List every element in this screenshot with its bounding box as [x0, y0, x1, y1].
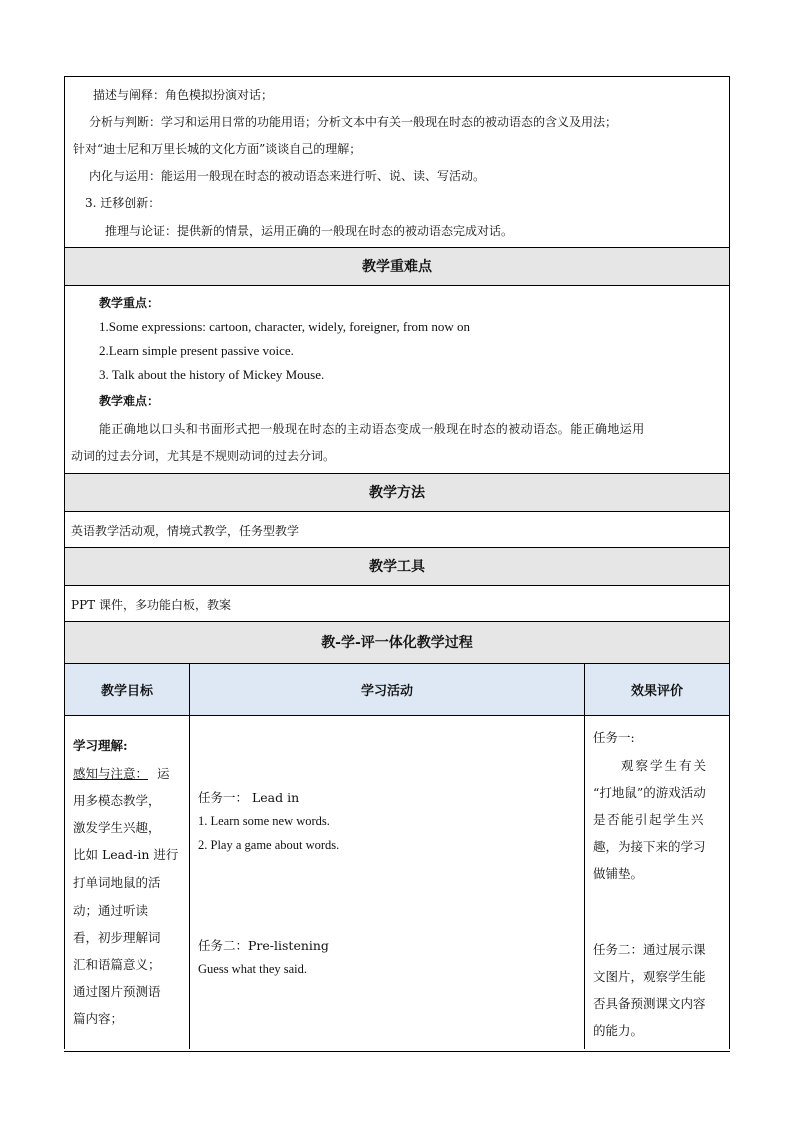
- tools-header: 教学工具: [65, 548, 729, 586]
- eval-line: 否具备预测课文内容: [593, 996, 706, 1011]
- column-activities: 学习活动: [190, 664, 585, 715]
- task1-item: 2. Play a game about words.: [198, 838, 340, 852]
- goals-cell: [65, 716, 190, 1049]
- tools-content: [65, 586, 729, 622]
- goals-line: 用多模态教学，: [73, 793, 161, 808]
- key-points-header: 教学重难点: [65, 248, 729, 286]
- eval-line: 任务二：通过展示课: [593, 942, 706, 957]
- goals-line: 动；通过听读: [73, 903, 149, 918]
- tools-text: PPT 课件，多功能白板，教案: [71, 598, 231, 612]
- eval-line: 观察学生有关: [621, 758, 709, 773]
- task1-title: 任务一： Lead in: [198, 790, 300, 805]
- objective-line: 内化与运用：能运用一般现在时态的被动语态来进行听、说、读、写活动。: [89, 169, 486, 183]
- eval-line: 做铺垫。: [593, 866, 644, 881]
- objective-line: 分析与判断：学习和运用日常的功能用语；分析文本中有关一般现在时态的被动语态的含义及用法；: [89, 115, 618, 129]
- column-goals: 教学目标: [65, 664, 190, 715]
- evaluation-cell: [585, 716, 729, 1049]
- focus-title: 教学重点：: [99, 296, 160, 310]
- methods-text: 英语教学活动观，情境式教学，任务型教学: [71, 524, 300, 538]
- difficulty-line: 能正确地以口头和书面形式把一般现在时态的主动语态变成一般现在时态的被动语态。能正确地运用: [99, 422, 645, 436]
- goals-title: 学习理解:: [73, 738, 128, 753]
- lesson-plan-table: [64, 76, 730, 1049]
- methods-content: [65, 512, 729, 548]
- difficulty-line: 动词的过去分词，尤其是不规则动词的过去分词。: [71, 449, 336, 463]
- objective-line: 描述与阐释：角色模拟扮演对话；: [93, 88, 274, 102]
- goals-line: 比如 Lead-in 进行: [73, 847, 179, 862]
- focus-item: 1.Some expressions: cartoon, character, widely, foreigner, from now on: [99, 319, 471, 334]
- key-points-section: [65, 286, 729, 474]
- goals-line: 通过图片预测语: [73, 984, 161, 999]
- goals-line: 看，初步理解词: [73, 930, 161, 945]
- goals-line: 运: [157, 766, 170, 781]
- methods-header: 教学方法: [65, 474, 729, 512]
- task2-text: Guess what they said.: [198, 962, 308, 976]
- process-column-header: [65, 664, 729, 716]
- objective-line: 推理与论证：提供新的情景，运用正确的一般现在时态的被动语态完成对话。: [105, 224, 514, 238]
- goals-line: 篇内容；: [73, 1011, 124, 1026]
- process-content-row: [65, 716, 729, 1049]
- goals-underlined: 感知与注意：: [73, 766, 149, 781]
- activities-cell: [190, 716, 585, 1049]
- objective-line: 针对“迪士尼和万里长城的文化方面”谈谈自己的理解；: [73, 142, 362, 156]
- focus-item: 3. Talk about the history of Mickey Mouse.: [99, 367, 325, 382]
- column-evaluation: 效果评价: [630, 684, 683, 699]
- eval-line: 文图片，观察学生能: [593, 969, 706, 984]
- objectives-section: [65, 77, 729, 248]
- goals-line: 打单词地鼠的活: [73, 875, 161, 890]
- eval-task1-label: 任务一:: [593, 730, 635, 745]
- eval-line: 趣，为接下来的学习: [593, 839, 706, 854]
- task2-title: 任务二：Pre-listening: [198, 938, 329, 953]
- goals-line: 激发学生兴趣，: [73, 820, 161, 835]
- process-header: 教-学-评一体化教学过程: [65, 622, 729, 664]
- task1-item: 1. Learn some new words.: [198, 814, 330, 828]
- goals-line: 汇和语篇意义；: [73, 957, 161, 972]
- difficulty-title: 教学难点：: [99, 394, 160, 408]
- table-bottom-border: [64, 1051, 730, 1052]
- eval-line: “打地鼠”的游戏活动: [593, 785, 706, 800]
- eval-line: 是否能引起学生兴: [593, 812, 706, 827]
- objective-line: 3. 迁移创新：: [85, 196, 161, 210]
- eval-line: 的能力。: [593, 1023, 644, 1038]
- focus-item: 2.Learn simple present passive voice.: [99, 343, 294, 358]
